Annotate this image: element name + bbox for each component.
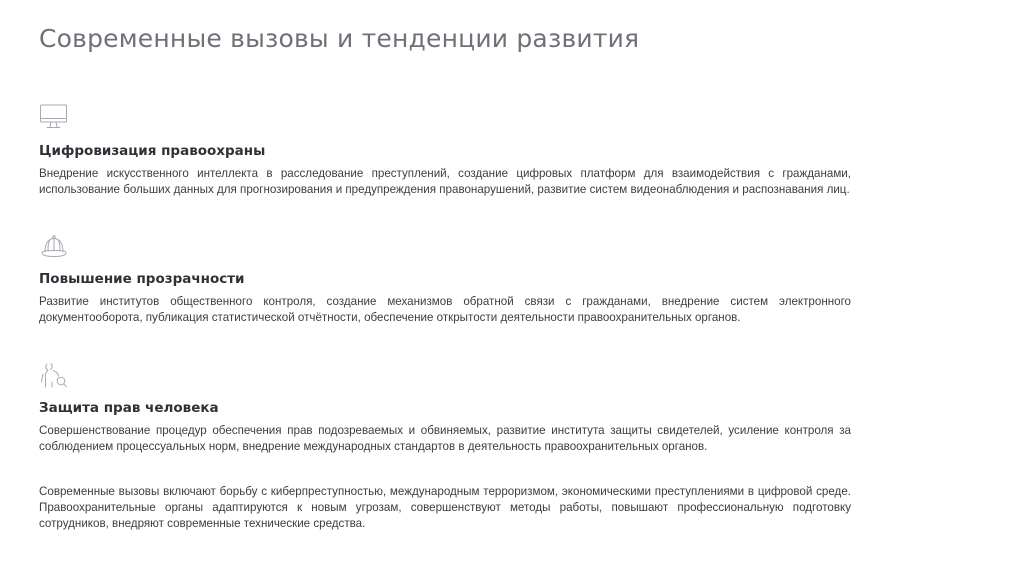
section-transparency [39,232,851,326]
page-title: Современные вызовы и тенденции развития [39,24,640,53]
section-human-rights [39,361,851,455]
section-heading: Повышение прозрачности [39,271,245,287]
monitor-icon [39,102,69,132]
section-text: Внедрение искусственного интеллекта в расследование преступлений, создание цифровых платформ для взаимодействия с гражданами, использование больших данных для прогнозирования и предупреждения правонарушений, развитие систем видеонаблюдения и распознавания лиц. [39,167,851,196]
summary-text: Современные вызовы включают борьбу с киберпреступностью, международным терроризмом, экономическими преступлениями в цифровой среде. Правоохранительные органы адаптируются к новым угрозам, совершенствуют методы работы, повышают профессиональную подготовку сотрудников, внедряют современные технические средства. [39,485,851,530]
section-digitalization [39,102,851,198]
person-search-icon [39,361,69,391]
section-heading: Цифровизация правоохраны [39,143,266,159]
section-text: Совершенствование процедур обеспечения прав подозреваемых и обвиняемых, развитие института защиты свидетелей, усиление контроля за соблюдением процессуальных норм, внедрение международных стандартов в деятельность правоохранительных органов. [39,424,851,453]
bell-icon [39,232,69,262]
section-text: Развитие институтов общественного контроля, создание механизмов обратной связи с гражданами, внедрение систем электронного документооборота, публикация статистической отчётности, обеспечение открытости деятельности правоохранительных органов. [39,295,851,324]
section-heading: Защита прав человека [39,400,219,416]
